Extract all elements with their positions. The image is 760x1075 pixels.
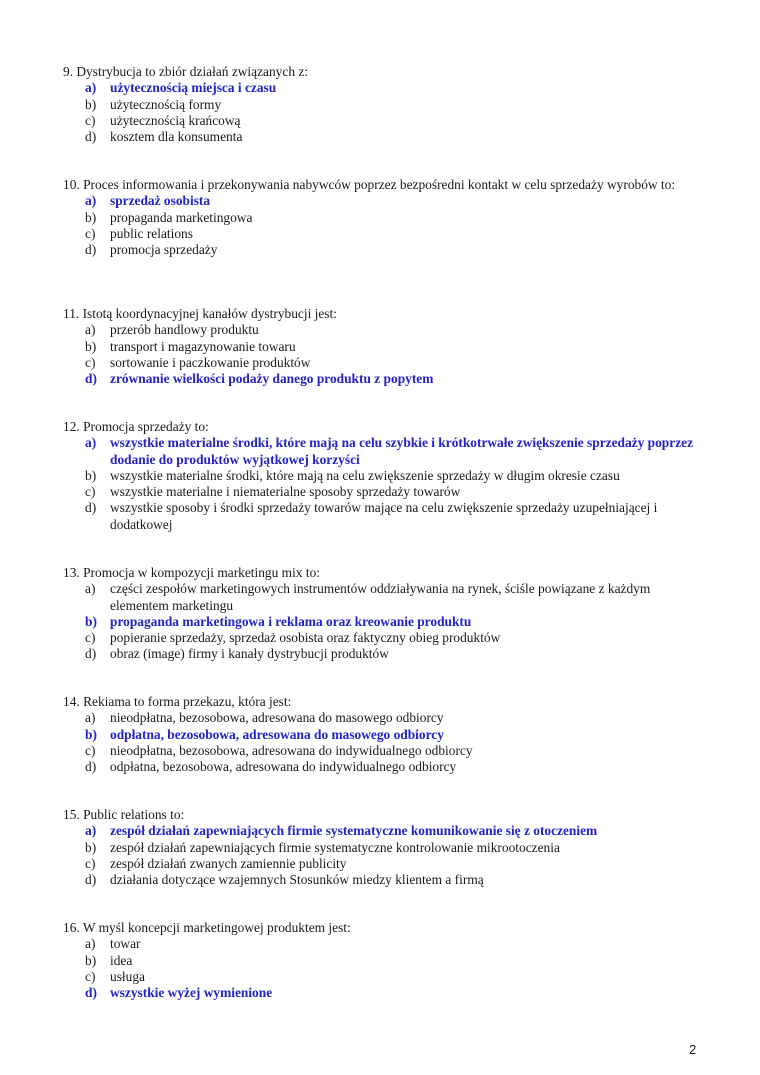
answer-option-c — [63, 484, 703, 500]
answer-option-a — [63, 581, 703, 614]
question-16 — [63, 920, 703, 1001]
answer-option-d — [63, 242, 703, 258]
answer-text: towar — [110, 936, 141, 952]
answer-text: sortowanie i paczkowanie produktów — [110, 354, 311, 370]
answer-letter: a) — [85, 435, 97, 451]
answer-text: wszystkie materialne i niematerialne sposoby sprzedaży towarów — [110, 484, 461, 500]
answer-letter: a) — [85, 710, 96, 726]
answer-text: transport i magazynowanie towaru — [110, 338, 296, 354]
answer-option-b — [63, 97, 703, 113]
question-11 — [63, 306, 703, 387]
answer-option-b — [63, 339, 703, 355]
answer-letter: b) — [85, 952, 97, 968]
answer-option-a — [63, 710, 703, 726]
answer-letter: a) — [85, 936, 96, 952]
answer-option-d — [63, 646, 703, 662]
answer-text: wszystkie materialne środki, które mają na celu szybkie i krótkotrwałe zwiększenie sprzedaży poprzez dodanie do produktów wyjątkowej korzyści — [110, 435, 694, 467]
answer-letter: c) — [85, 354, 96, 370]
answer-text: sprzedaż osobista — [110, 193, 211, 209]
answer-list — [63, 193, 703, 258]
answer-letter: b) — [85, 467, 97, 483]
answer-text: obraz (image) firmy i kanały dystrybucji produktów — [110, 646, 389, 662]
answer-option-d — [63, 759, 703, 775]
answer-letter: a) — [85, 193, 97, 209]
answer-text: nieodpłatna, bezosobowa, adresowana do masowego odbiorcy — [110, 710, 444, 726]
answer-list — [63, 823, 703, 888]
answer-letter: d) — [85, 500, 97, 516]
question-text: 12. Promocja sprzedaży to: — [63, 419, 209, 434]
answer-text: odpłatna, bezosobowa, adresowana do indywidualnego odbiorcy — [110, 759, 457, 775]
answer-letter: b) — [85, 209, 97, 225]
answer-option-c — [63, 355, 703, 371]
answer-text: kosztem dla konsumenta — [110, 129, 243, 145]
answer-letter: b) — [85, 96, 97, 112]
answer-text: propaganda marketingowa i reklama oraz kreowanie produktu — [110, 613, 472, 629]
answer-option-d — [63, 500, 703, 533]
answer-option-b — [63, 840, 703, 856]
question-15 — [63, 807, 703, 888]
answer-option-c — [63, 743, 703, 759]
question-12 — [63, 419, 703, 533]
answer-letter: b) — [85, 839, 97, 855]
answer-letter: b) — [85, 338, 97, 354]
question-text: 13. Promocja w kompozycji marketingu mix to: — [63, 565, 320, 580]
answer-letter: a) — [85, 322, 96, 338]
answer-list — [63, 435, 703, 533]
answer-list — [63, 936, 703, 1001]
answer-option-c — [63, 969, 703, 985]
answer-option-a — [63, 193, 703, 209]
answer-letter: c) — [85, 742, 96, 758]
answer-option-b — [63, 953, 703, 969]
answer-option-c — [63, 856, 703, 872]
answer-letter: c) — [85, 968, 96, 984]
answer-text: części zespołów marketingowych instrumentów oddziaływania na rynek, ściśle powiązane z każdym elementem marketingu — [110, 581, 651, 613]
page-number: 2 — [689, 1042, 697, 1057]
question-text: 16. W myśl koncepcji marketingowej produktem jest: — [63, 920, 351, 935]
answer-list — [63, 322, 703, 387]
question-text: 10. Proces informowania i przekonywania nabywców poprzez bezpośredni kontakt w celu sprzedaży wyrobów to: — [63, 177, 676, 192]
answer-text: użytecznością miejsca i czasu — [110, 80, 277, 96]
answer-text: przerób handlowy produktu — [110, 322, 259, 338]
answer-option-a — [63, 435, 703, 468]
answer-list — [63, 710, 703, 775]
question-text: 9. Dystrybucja to zbiór działań związanych z: — [63, 64, 309, 79]
answer-letter: a) — [85, 823, 97, 839]
answer-text: odpłatna, bezosobowa, adresowana do masowego odbiorcy — [110, 726, 444, 742]
answer-letter: d) — [85, 872, 97, 888]
answer-letter: a) — [85, 80, 97, 96]
answer-option-d — [63, 129, 703, 145]
question-text: 11. Istotą koordynacyjnej kanałów dystrybucji jest: — [63, 306, 337, 321]
question-text: 14. Rekiama to forma przekazu, która jest: — [63, 694, 292, 709]
answer-letter: c) — [85, 225, 96, 241]
question-9 — [63, 64, 703, 145]
answer-text: wszystkie sposoby i środki sprzedaży towarów mające na celu zwiększenie sprzedaży uzupełniającej i dodatkowej — [110, 500, 658, 532]
answer-text: popieranie sprzedaży, sprzedaż osobista oraz faktyczny obieg produktów — [110, 630, 501, 646]
answer-letter: b) — [85, 613, 97, 629]
answer-letter: b) — [85, 726, 97, 742]
question-text: 15. Public relations to: — [63, 807, 185, 822]
answer-text: wszystkie wyżej wymienione — [110, 985, 273, 1001]
answer-list — [63, 581, 703, 662]
answer-text: idea — [110, 952, 133, 968]
answer-option-b — [63, 727, 703, 743]
answer-option-c — [63, 226, 703, 242]
answer-option-a — [63, 823, 703, 839]
answer-text: użytecznością formy — [110, 96, 222, 112]
answer-letter: d) — [85, 371, 97, 387]
answer-text: wszystkie materialne środki, które mają na celu zwiększenie sprzedaży w długim okresie czasu — [110, 467, 620, 483]
answer-text: zespół działań zapewniających firmie systematyczne komunikowanie się z otoczeniem — [110, 823, 598, 839]
answer-letter: a) — [85, 581, 96, 597]
answer-text: usługa — [110, 968, 145, 984]
answer-text: nieodpłatna, bezosobowa, adresowana do indywidualnego odbiorcy — [110, 742, 473, 758]
answer-option-b — [63, 614, 703, 630]
answer-option-d — [63, 371, 703, 387]
answer-list — [63, 80, 703, 145]
answer-option-b — [63, 210, 703, 226]
answer-text: promocja sprzedaży — [110, 242, 218, 258]
answer-letter: d) — [85, 985, 97, 1001]
answer-text: public relations — [110, 225, 193, 241]
answer-letter: c) — [85, 112, 96, 128]
question-10 — [63, 177, 703, 258]
question-13 — [63, 565, 703, 663]
answer-letter: c) — [85, 484, 96, 500]
answer-letter: d) — [85, 129, 97, 145]
answer-option-a — [63, 936, 703, 952]
answer-option-c — [63, 113, 703, 129]
answer-text: zrównanie wielkości podaży danego produktu z popytem — [110, 371, 434, 387]
answer-letter: c) — [85, 855, 96, 871]
answer-letter: d) — [85, 646, 97, 662]
answer-option-b — [63, 468, 703, 484]
answer-text: użytecznością krańcową — [110, 112, 241, 128]
answer-option-d — [63, 985, 703, 1001]
answer-text: propaganda marketingowa — [110, 209, 253, 225]
answer-text: działania dotyczące wzajemnych Stosunków miedzy klientem a firmą — [110, 872, 484, 888]
answer-option-c — [63, 630, 703, 646]
answer-text: zespół działań zwanych zamiennie publicity — [110, 855, 347, 871]
answer-letter: c) — [85, 630, 96, 646]
question-14 — [63, 694, 703, 775]
answer-option-a — [63, 322, 703, 338]
answer-text: zespół działań zapewniających firmie systematyczne kontrolowanie mikrootoczenia — [110, 839, 560, 855]
answer-option-d — [63, 872, 703, 888]
answer-letter: d) — [85, 242, 97, 258]
answer-option-a — [63, 80, 703, 96]
answer-letter: d) — [85, 759, 97, 775]
